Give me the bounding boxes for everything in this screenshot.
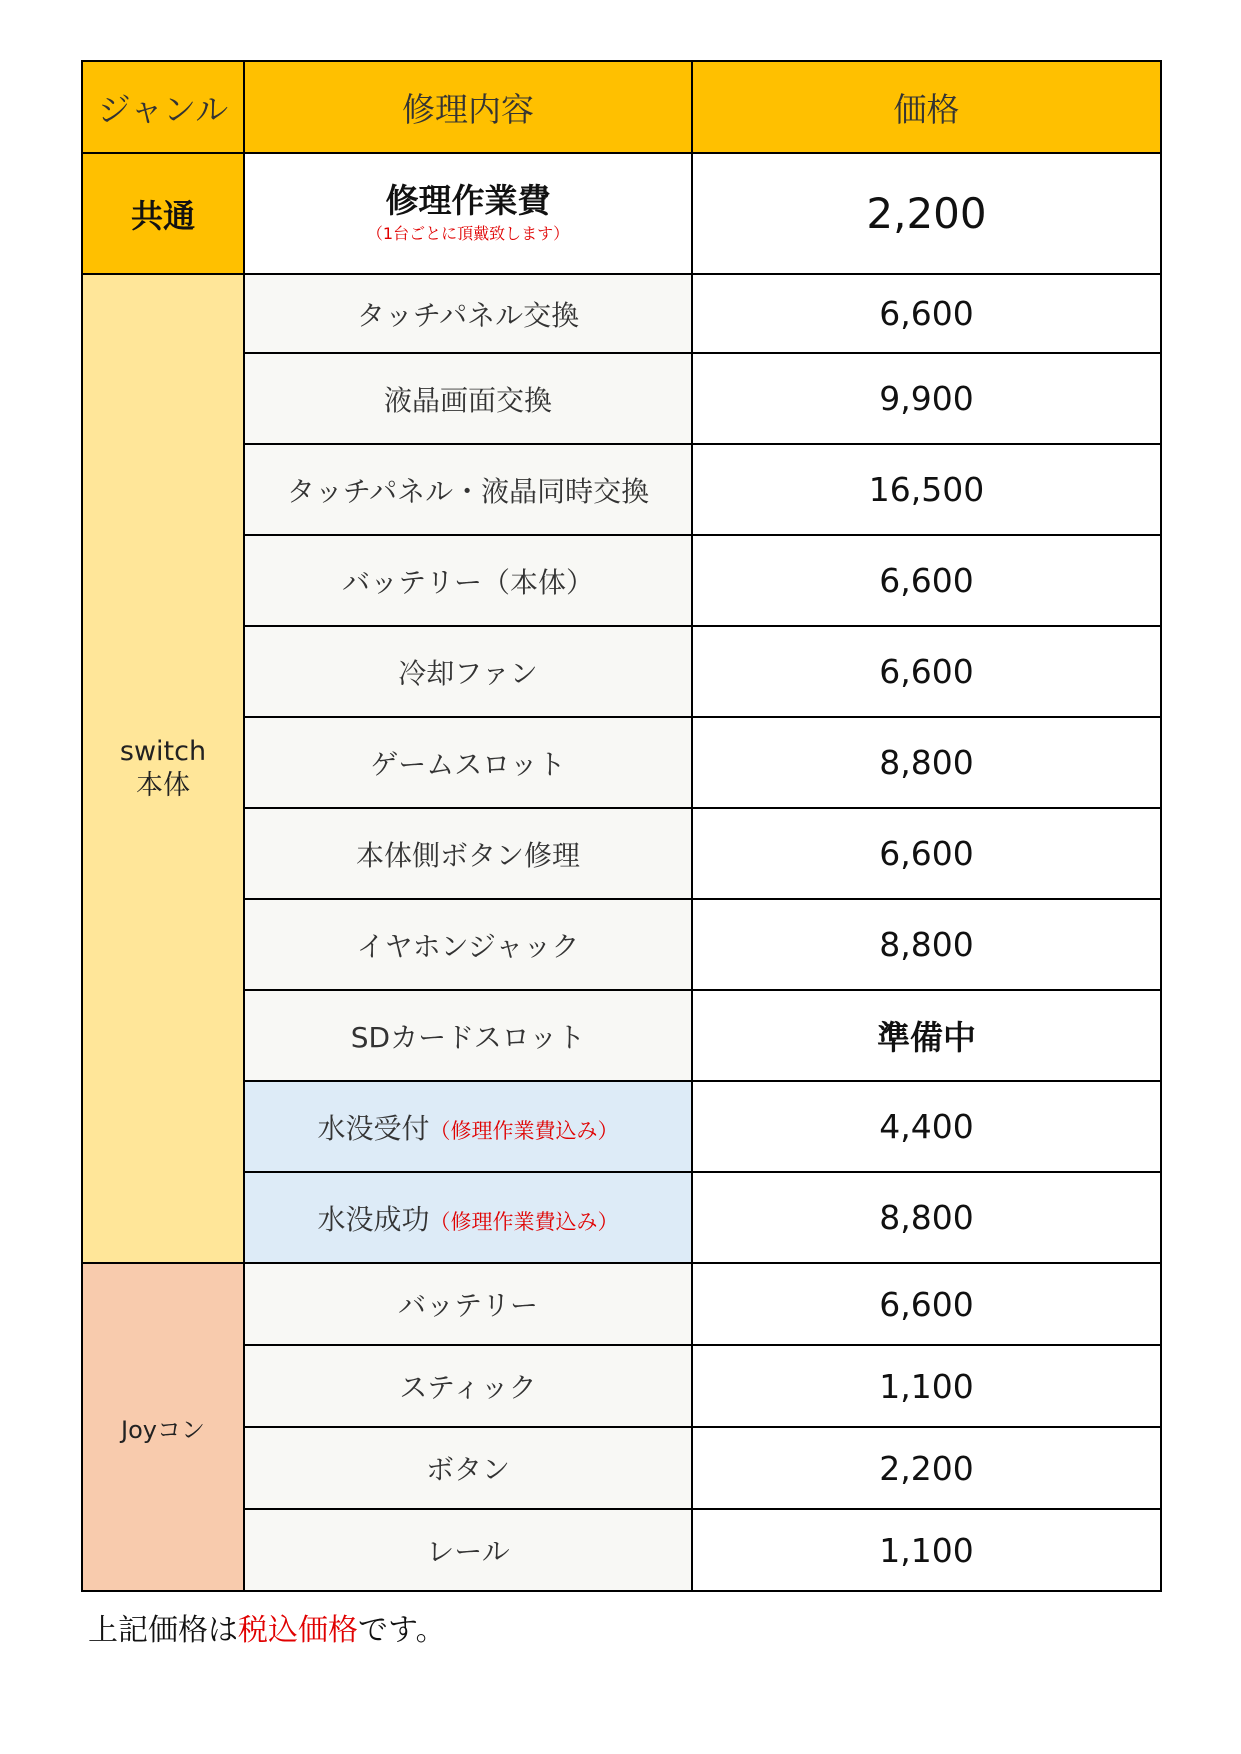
item-label: レール <box>244 1509 692 1591</box>
item-label: ボタン <box>244 1427 692 1509</box>
price-value: 9,900 <box>692 353 1161 444</box>
table-row <box>82 444 1161 535</box>
item-label: バッテリー（本体） <box>244 535 692 626</box>
price-value: 6,600 <box>692 535 1161 626</box>
item-label: 液晶画面交換 <box>244 353 692 444</box>
item-label: イヤホンジャック <box>244 899 692 990</box>
price-value: 4,400 <box>692 1081 1161 1172</box>
header-content: 修理内容 <box>244 61 692 153</box>
item-label: 冷却ファン <box>244 626 692 717</box>
table-row <box>82 1509 1161 1591</box>
table-row <box>82 990 1161 1081</box>
repair-fee-note: （1台ごとに頂戴致します） <box>366 224 570 244</box>
item-note: （修理作業費込み） <box>429 1209 619 1234</box>
table-row <box>82 717 1161 808</box>
table-row <box>82 1081 1161 1172</box>
item-main: 水没受付 <box>317 1111 430 1145</box>
item-label: バッテリー <box>244 1263 692 1345</box>
table-row <box>82 1172 1161 1263</box>
item-label: 本体側ボタン修理 <box>244 808 692 899</box>
price-value: 8,800 <box>692 1172 1161 1263</box>
table-row <box>82 626 1161 717</box>
tax-note-highlight: 税込価格 <box>238 1613 358 1648</box>
repair-fee-title: 修理作業費 <box>385 180 551 220</box>
price-value: 8,800 <box>692 899 1161 990</box>
price-value: 8,800 <box>692 717 1161 808</box>
header-genre: ジャンル <box>82 61 244 153</box>
table-row <box>82 899 1161 990</box>
tax-note <box>88 1605 446 1649</box>
table-row <box>82 535 1161 626</box>
price-table <box>81 60 1162 1592</box>
price-value: 6,600 <box>692 274 1161 353</box>
item-main: 水没成功 <box>317 1202 430 1236</box>
price-value: 6,600 <box>692 1263 1161 1345</box>
table-row <box>82 353 1161 444</box>
price-value: 1,100 <box>692 1509 1161 1591</box>
price-value: 1,100 <box>692 1345 1161 1427</box>
table-row <box>82 1345 1161 1427</box>
table-row <box>82 1427 1161 1509</box>
genre-switch <box>82 274 244 1263</box>
item-label <box>244 1081 692 1172</box>
price-value: 16,500 <box>692 444 1161 535</box>
item-label <box>244 1172 692 1263</box>
table-row-common <box>82 153 1161 274</box>
item-note: （修理作業費込み） <box>429 1118 619 1143</box>
price-repair-fee: 2,200 <box>692 153 1161 274</box>
genre-switch-line2: 本体 <box>136 769 190 801</box>
header-price: 価格 <box>692 61 1161 153</box>
genre-joycon: Joyコン <box>82 1263 244 1591</box>
tax-note-suffix: です。 <box>358 1613 446 1648</box>
tax-note-prefix: 上記価格は <box>88 1613 238 1648</box>
table-header-row <box>82 61 1161 153</box>
price-value: 準備中 <box>692 990 1161 1081</box>
item-label: タッチパネル交換 <box>244 274 692 353</box>
table-row <box>82 1263 1161 1345</box>
genre-common: 共通 <box>82 153 244 274</box>
genre-switch-line1: switch <box>119 735 207 767</box>
item-label: SDカードスロット <box>244 990 692 1081</box>
item-label: スティック <box>244 1345 692 1427</box>
item-label: ゲームスロット <box>244 717 692 808</box>
table-row <box>82 274 1161 353</box>
item-label: タッチパネル・液晶同時交換 <box>244 444 692 535</box>
price-value: 2,200 <box>692 1427 1161 1509</box>
table-row <box>82 808 1161 899</box>
price-value: 6,600 <box>692 808 1161 899</box>
price-value: 6,600 <box>692 626 1161 717</box>
item-repair-fee <box>244 153 692 274</box>
